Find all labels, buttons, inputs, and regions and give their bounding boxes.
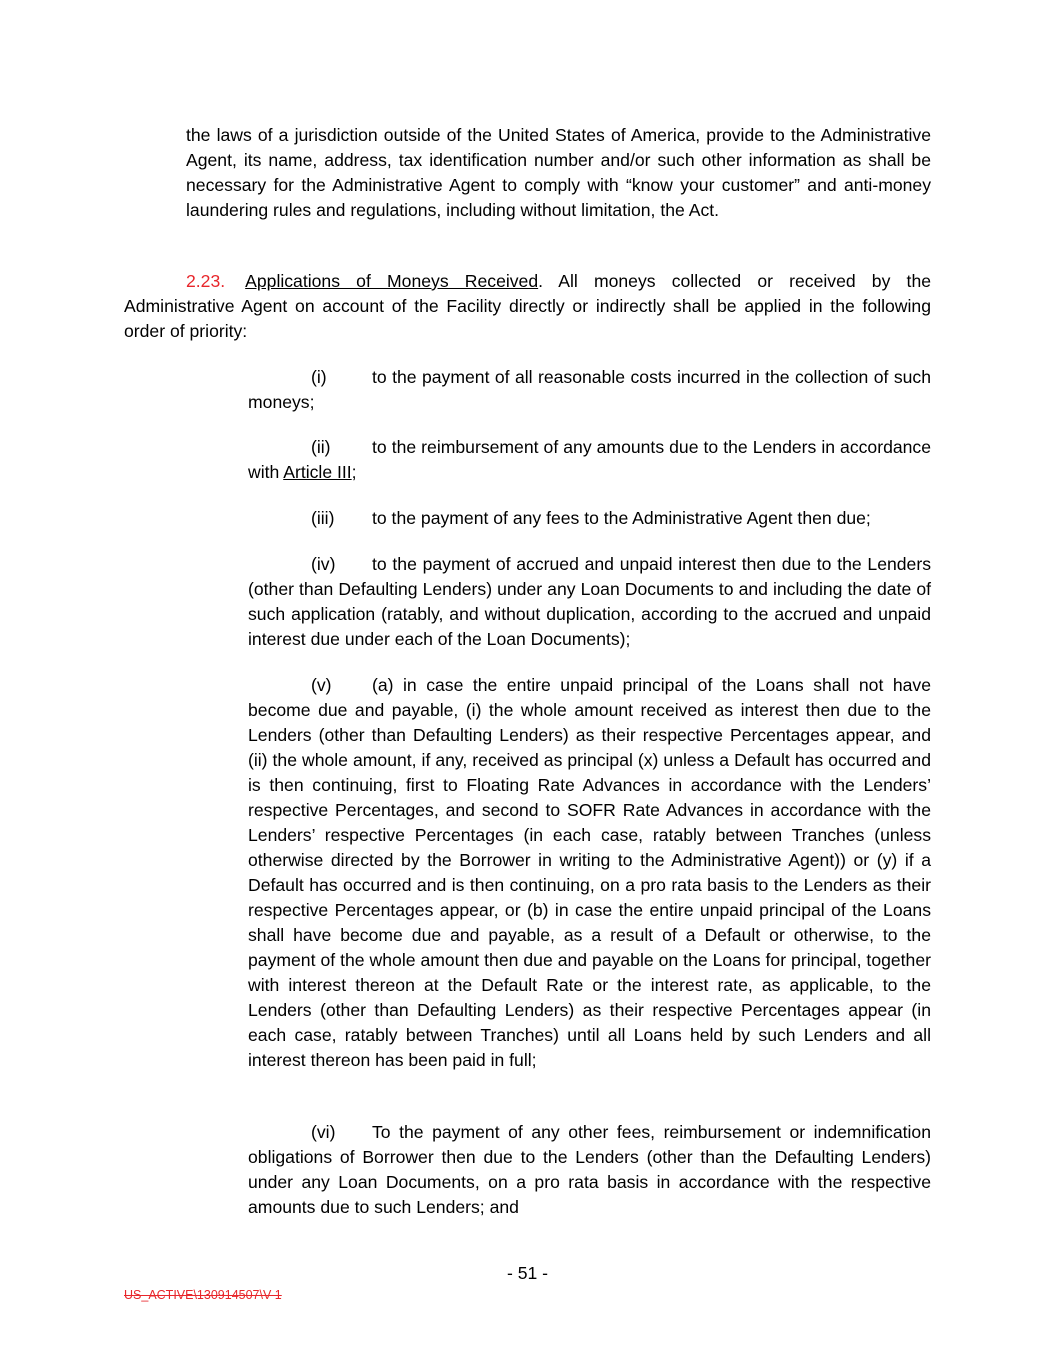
item-text: (a) in case the entire unpaid principal of the Loans shall not have become due and payable, (i) the whole amount received as interest then due to the Lenders (other than Defaulting Lenders) as their respective Percentages appear, and (ii) the whole amount, if any, received as principal (x) unless a Default has occurred and is then continuing, first to Floating Rate Advances in accordance with the Lenders’ respective Percentages, and second to SOFR Rate Advances in accordance with the Lenders’ respective Percentages (in each case, ratably between Tranches (unless otherwise directed by the Borrower in writing to the Administrative Agent)) or (y) if a Default has occurred and is then continuing, on a pro rata basis to the Lenders as their respective Percentages appear, or (b) in case the entire unpaid principal of the Loans shall have become due and payable, as a result of a Default or otherwise, to the payment of the whole amount then due and payable on the Loans for principal, together with interest thereon at the Default Rate or the interest rate, as applicable, to the Lenders (other than Defaulting Lenders) as their respective Percentages appear (in each case, ratably between Tranches) until all Loans held by such Lenders and all interest thereon has been paid in full; (248, 675, 931, 1070)
page-number: - 51 - (506, 1263, 549, 1283)
continuation-paragraph: the laws of a jurisdiction outside of the United States of America, provide to the Administrative Agent, its name, address, tax identification number and/or such other information as shall be necessary for the Administrative Agent to comply with “know your customer” and anti-money laundering rules and regulations, including without limitation, the Act. (186, 125, 931, 220)
list-item-vi (248, 1120, 931, 1220)
list-item-i (248, 365, 931, 415)
item-label: (iii) (311, 508, 335, 528)
item-label: (iv) (311, 554, 336, 574)
item-label: (v) (311, 675, 332, 695)
list-item-iii (248, 506, 931, 531)
item-label: (i) (311, 367, 327, 387)
list-item-iv (248, 552, 931, 652)
list-item-v (248, 673, 931, 1073)
section-body: All moneys collected or received by the Administrative Agent on account of the Facility directly or indirectly shall be applied in the following order of priority: (124, 271, 932, 341)
item-text: to the payment of any fees to the Administrative Agent then due; (372, 508, 871, 528)
list-item-ii (248, 435, 931, 485)
article-iii-link[interactable]: Article III (283, 462, 352, 482)
section-2-23-paragraph (124, 269, 931, 344)
item-text: To the payment of any other fees, reimbursement or indemnification obligations of Borrower then due to the Lenders (other than the Defaulting Lenders) under any Loan Documents, on a pro rata basis in accordance with the respective amounts due to such Lenders; and (248, 1122, 931, 1217)
item-text: to the payment of all reasonable costs incurred in the collection of such moneys; (248, 367, 931, 412)
item-text: to the reimbursement of any amounts due to the Lenders in accordance with (248, 437, 931, 482)
item-text: to the payment of accrued and unpaid interest then due to the Lenders (other than Defaulting Lenders) under any Loan Documents to and including the date of such application (ratably, and without duplication, according to the accrued and unpaid interest due under each of the Loan Documents); (248, 554, 931, 649)
item-label: (ii) (311, 437, 331, 457)
section-heading: Applications of Moneys Received (245, 271, 539, 291)
section-number: 2.23. (186, 271, 226, 291)
section-heading-punct: . (538, 271, 544, 291)
item-label: (vi) (311, 1122, 336, 1142)
document-id: US_ACTIVE\130914507\V-1 (124, 1288, 282, 1302)
item-text-end: ; (351, 462, 357, 482)
